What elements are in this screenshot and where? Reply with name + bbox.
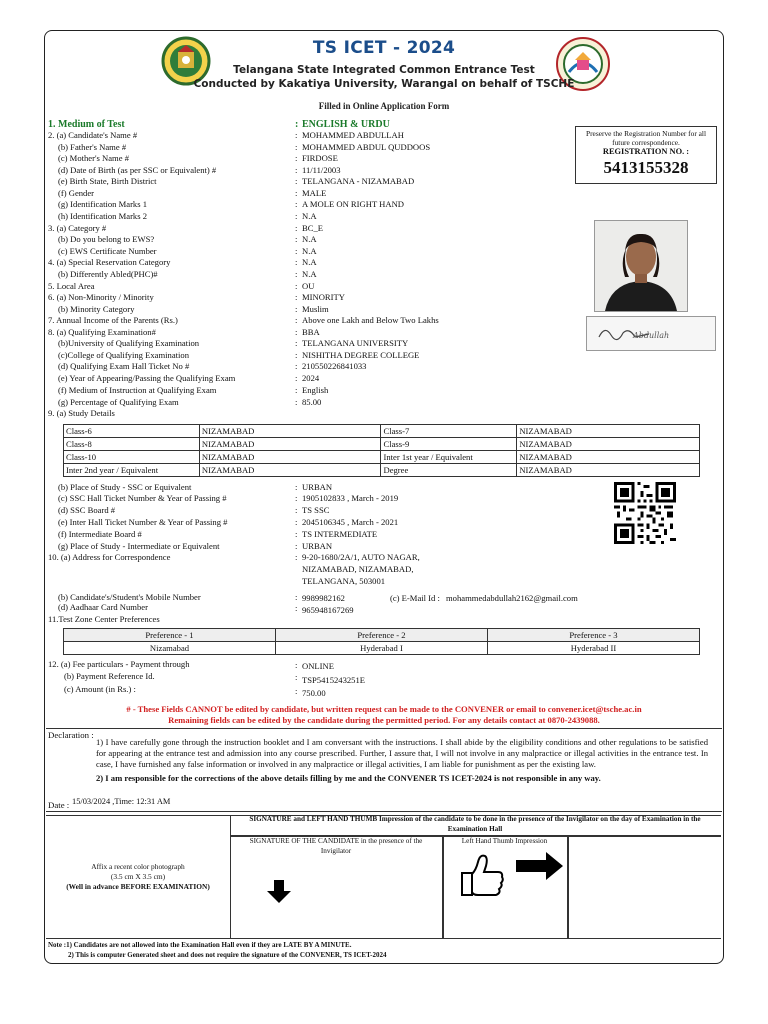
mobile-label: (b) Candidate's/Student's Mobile Number: [58, 592, 201, 602]
field-colon: :: [295, 541, 298, 551]
table-cell: Degree: [381, 464, 517, 477]
field-colon: :: [295, 199, 298, 209]
table-cell: NIZAMABAD: [517, 425, 700, 438]
form-title: Filled in Online Application Form: [318, 101, 450, 111]
field-value: N.A: [302, 257, 317, 267]
candidate-photo: [594, 220, 688, 312]
table-cell: NIZAMABAD: [517, 451, 700, 464]
table-cell: NIZAMABAD: [199, 438, 381, 451]
field-colon: :: [295, 281, 298, 291]
table-row: [64, 425, 700, 438]
field-label: (b) Do you belong to EWS?: [58, 234, 155, 244]
field-label: (c) Mother's Name #: [58, 153, 129, 163]
table-cell: Inter 1st year / Equivalent: [381, 451, 517, 464]
field-label: (h) Identification Marks 2: [58, 211, 148, 221]
fee-colon: :: [295, 660, 298, 670]
field-colon: :: [295, 361, 298, 371]
thumb-cell-label: Left Hand Thumb Impression: [461, 837, 548, 845]
payment-ref-colon: :: [295, 672, 298, 682]
field-colon: :: [295, 338, 298, 348]
field-label: 3. (a) Category #: [48, 223, 107, 233]
pref-3-header: Preference - 3: [488, 629, 700, 642]
table-cell: NIZAMABAD: [517, 438, 700, 451]
field-label: (b) Place of Study - SSC or Equivalent: [58, 482, 192, 492]
field-colon: :: [295, 327, 298, 337]
address-colon: :: [295, 552, 298, 562]
photo-note-2: (3.5 cm X 3.5 cm): [110, 872, 166, 881]
field-label: (b) Minority Category: [58, 304, 135, 314]
study-details-table: [63, 424, 700, 477]
amount-colon: :: [295, 686, 298, 696]
field-label: (e) Year of Appearing/Passing the Qualifying Exam: [58, 373, 236, 383]
field-label: (f) Intermediate Board #: [58, 529, 142, 539]
pref-2-header: Preference - 2: [276, 629, 488, 642]
declaration-text: [96, 737, 708, 784]
field-label: (c)College of Qualifying Examination: [58, 350, 190, 360]
field-value: A MOLE ON RIGHT HAND: [302, 199, 405, 209]
date-value: 15/03/2024 ,Time: 12:31 AM: [72, 797, 171, 806]
field-value: 85.00: [302, 397, 322, 407]
field-colon: :: [295, 505, 298, 515]
field-label: (f) Medium of Instruction at Qualifying Exam: [58, 385, 217, 395]
candidate-signature-scan: [586, 316, 716, 351]
field-value: 2045106345 , March - 2021: [302, 517, 399, 527]
field-label: 2. (a) Candidate's Name #: [48, 130, 138, 140]
field-colon: :: [295, 234, 298, 244]
field-colon: :: [295, 493, 298, 503]
field-value: 1905102833 , March - 2019: [302, 493, 399, 503]
field-label: (c) EWS Certificate Number: [58, 246, 157, 256]
field-label: (b) Differently Abled(PHC)#: [58, 269, 158, 279]
field-colon: :: [295, 176, 298, 186]
field-value: MINORITY: [302, 292, 345, 302]
declaration-label: Declaration :: [48, 730, 94, 740]
table-row: [64, 438, 700, 451]
registration-box: [575, 126, 717, 184]
address-label: 10. (a) Address for Correspondence: [48, 552, 171, 562]
field-value: 2024: [302, 373, 320, 383]
field-label: 8. (a) Qualifying Examination#: [48, 327, 156, 337]
field-value: MOHAMMED ABDUL QUDDOOS: [302, 142, 431, 152]
conducted-by: Conducted by Kakatiya University, Warangal on behalf of TSCHE: [193, 78, 575, 90]
pref-3-value: Hyderabad II: [488, 642, 700, 655]
field-colon: :: [295, 188, 298, 198]
test-zone-table: [63, 628, 700, 655]
table-row: [64, 451, 700, 464]
field-value: MOHAMMED ABDULLAH: [302, 130, 404, 140]
field-value: OU: [302, 281, 315, 291]
exam-subtitle: Telangana State Integrated Common Entrance Test: [233, 64, 535, 76]
payment-ref-label: (b) Payment Reference Id.: [64, 671, 155, 681]
signature-cell-label: SIGNATURE OF THE CANDIDATE in the presence of the Invigilator: [249, 837, 423, 855]
qr-code: [613, 482, 677, 544]
field-value: NISHITHA DEGREE COLLEGE: [302, 350, 420, 360]
field-colon: :: [295, 397, 298, 407]
table-cell: Class-10: [64, 451, 200, 464]
table-cell: Inter 2nd year / Equivalent: [64, 464, 200, 477]
field-value: FIRDOSE: [302, 153, 338, 163]
field-label: (d) SSC Board #: [58, 505, 116, 515]
field-value: URBAN: [302, 482, 333, 492]
field-colon: :: [295, 246, 298, 256]
field-colon: :: [295, 292, 298, 302]
table-cell: NIZAMABAD: [199, 451, 381, 464]
fee-mode: ONLINE: [302, 661, 334, 671]
field-value: N.A: [302, 234, 317, 244]
field-value: Muslim: [302, 304, 329, 314]
field-colon: :: [295, 304, 298, 314]
table-cell: NIZAMABAD: [199, 425, 381, 438]
field-value: English: [302, 385, 329, 395]
field-label: (d) Date of Birth (as per SSC or Equivalent) #: [58, 165, 217, 175]
amount-value: 750.00: [302, 688, 326, 698]
pref-1-header: Preference - 1: [64, 629, 276, 642]
field-label: (c) SSC Hall Ticket Number & Year of Passing #: [58, 493, 227, 503]
table-cell: Class-7: [381, 425, 517, 438]
note-line-1: Note :1) Candidates are not allowed into the Examination Hall even if they are LATE BY A MINUTE.: [48, 941, 352, 949]
field-colon: :: [295, 373, 298, 383]
field-value: TELANGANA - NIZAMABAD: [302, 176, 415, 186]
email-label: (c) E-Mail Id :: [390, 593, 440, 603]
field-colon: :: [295, 529, 298, 539]
signature-header: SIGNATURE and LEFT HAND THUMB Impression of the candidate to be done in the presence of the Invigilator on the day of Examination in the Examination Hall: [249, 815, 701, 833]
field-label: 4. (a) Special Reservation Category: [48, 257, 171, 267]
field-colon: :: [295, 350, 298, 360]
signature-scan-text: Abdullah: [633, 331, 670, 340]
photo-note-3: (Well in advance BEFORE EXAMINATION): [66, 882, 210, 891]
field-label: 5. Local Area: [48, 281, 95, 291]
field-label: (b) Father's Name #: [58, 142, 127, 152]
blank-cell: [567, 835, 721, 939]
field-label: (e) Inter Hall Ticket Number & Year of Passing #: [58, 517, 228, 527]
declaration-para-1: 1) I have carefully gone through the instruction booklet and I am conversant with the instructions. I shall abide by the eligibility conditions and other regulations to be satisfied for appearing at the entrance test and admission into any course prescribed. Further, I assure that, I will not involve in any malpractice or illegal activities in the entrance test. In case, I have furnished any false information or involved in any malpractice or illegal activities, I am liable for punishment as per the existing law.: [96, 737, 708, 770]
field-value: MALE: [302, 188, 327, 198]
registration-label: REGISTRATION NO. :: [602, 147, 690, 156]
field-value: 210550226841033: [302, 361, 367, 371]
edit-notice-line-1: # - These Fields CANNOT be edited by candidate, but written request can be made to the CONVENER or email to convener.icet@tsche.ac.in: [126, 704, 642, 714]
field-value: 11/11/2003: [302, 165, 341, 175]
exam-title: TS ICET - 2024: [312, 38, 456, 58]
field-colon: :: [295, 315, 298, 325]
address-line-1: 9-20-1680/2A/1, AUTO NAGAR,: [302, 552, 420, 562]
field-label: (g) Percentage of Qualifying Exam: [58, 397, 179, 407]
table-cell: Class-6: [64, 425, 200, 438]
field-label: 6. (a) Non-Minority / Minority: [48, 292, 154, 302]
field-colon: :: [295, 142, 298, 152]
table-cell: NIZAMABAD: [517, 464, 700, 477]
photo-note-1: Affix a recent color photograph: [91, 862, 185, 871]
arrow-right-icon: [516, 852, 564, 880]
field-value: TELANGANA UNIVERSITY: [302, 338, 409, 348]
table-cell: Class-9: [381, 438, 517, 451]
test-zone-label: 11.Test Zone Center Preferences: [48, 614, 160, 624]
aadhaar-label: (d) Aadhaar Card Number: [58, 602, 148, 612]
field-value: Above one Lakh and Below Two Lakhs: [302, 315, 439, 325]
field-colon: :: [295, 211, 298, 221]
field-label: 1. Medium of Test: [48, 119, 125, 130]
field-label: (d) Qualifying Exam Hall Ticket No #: [58, 361, 190, 371]
email-value: mohammedabdullah2162@gmail.com: [446, 593, 578, 603]
field-label: (b)University of Qualifying Examination: [58, 338, 200, 348]
field-value: BC_E: [302, 223, 324, 233]
aadhaar-colon: :: [295, 603, 298, 613]
field-value: URBAN: [302, 541, 333, 551]
field-colon: :: [295, 269, 298, 279]
table-cell: Class-8: [64, 438, 200, 451]
note-line-2: 2) This is computer Generated sheet and does not require the signature of the CONVENER, TS ICET-2024: [68, 951, 387, 959]
amount-label: (c) Amount (in Rs.) :: [64, 684, 136, 694]
date-label: Date :: [48, 800, 70, 810]
address-line-3: TELANGANA, 503001: [302, 576, 386, 586]
field-colon: :: [295, 385, 298, 395]
field-value: N.A: [302, 246, 317, 256]
aadhaar-value: 965948167269: [302, 605, 354, 615]
arrow-down-icon: [266, 880, 292, 904]
edit-notice-line-2: Remaining fields can be edited by the candidate during the permitted period. For any details contact at 0870-2439088.: [168, 715, 600, 725]
field-value: N.A: [302, 269, 317, 279]
field-colon: :: [295, 223, 298, 233]
registration-note: Preserve the Registration Number for all future correspondence.: [585, 129, 707, 147]
field-colon: :: [295, 153, 298, 163]
mobile-colon: :: [295, 592, 298, 602]
address-line-2: NIZAMABAD, NIZAMABAD,: [302, 564, 414, 574]
study-details-label: 9. (a) Study Details: [48, 408, 115, 418]
field-value: TS INTERMEDIATE: [302, 529, 378, 539]
table-cell: NIZAMABAD: [199, 464, 381, 477]
pref-1-value: Nizamabad: [64, 642, 276, 655]
photo-affix-instructions: [48, 862, 228, 892]
field-colon: :: [295, 517, 298, 527]
payment-ref-value: TSP5415243251E: [302, 675, 366, 685]
field-colon: :: [295, 482, 298, 492]
field-colon: :: [295, 165, 298, 175]
field-colon: :: [295, 257, 298, 267]
mobile-value: 9989982162: [302, 593, 345, 603]
field-value: N.A: [302, 211, 317, 221]
field-label: (g) Place of Study - Intermediate or Equivalent: [58, 541, 220, 551]
field-value: ENGLISH & URDU: [302, 119, 390, 130]
thumbs-up-icon: [458, 850, 506, 900]
pref-2-value: Hyderabad I: [276, 642, 488, 655]
field-value: TS SSC: [302, 505, 330, 515]
declaration-para-2: 2) I am responsible for the corrections of the above details filling by me and the CONVENER TS ICET-2024 is not responsible in any way.: [96, 772, 601, 783]
field-label: 7. Annual Income of the Parents (Rs.): [48, 315, 178, 325]
field-label: (f) Gender: [58, 188, 95, 198]
registration-number: 5413155328: [603, 158, 689, 177]
field-label: (e) Birth State, Birth District: [58, 176, 157, 186]
field-colon: :: [295, 119, 299, 130]
field-colon: :: [295, 130, 298, 140]
table-row: [64, 464, 700, 477]
field-label: (g) Identification Marks 1: [58, 199, 148, 209]
fee-label: 12. (a) Fee particulars - Payment through: [48, 659, 190, 669]
field-value: BBA: [302, 327, 320, 337]
